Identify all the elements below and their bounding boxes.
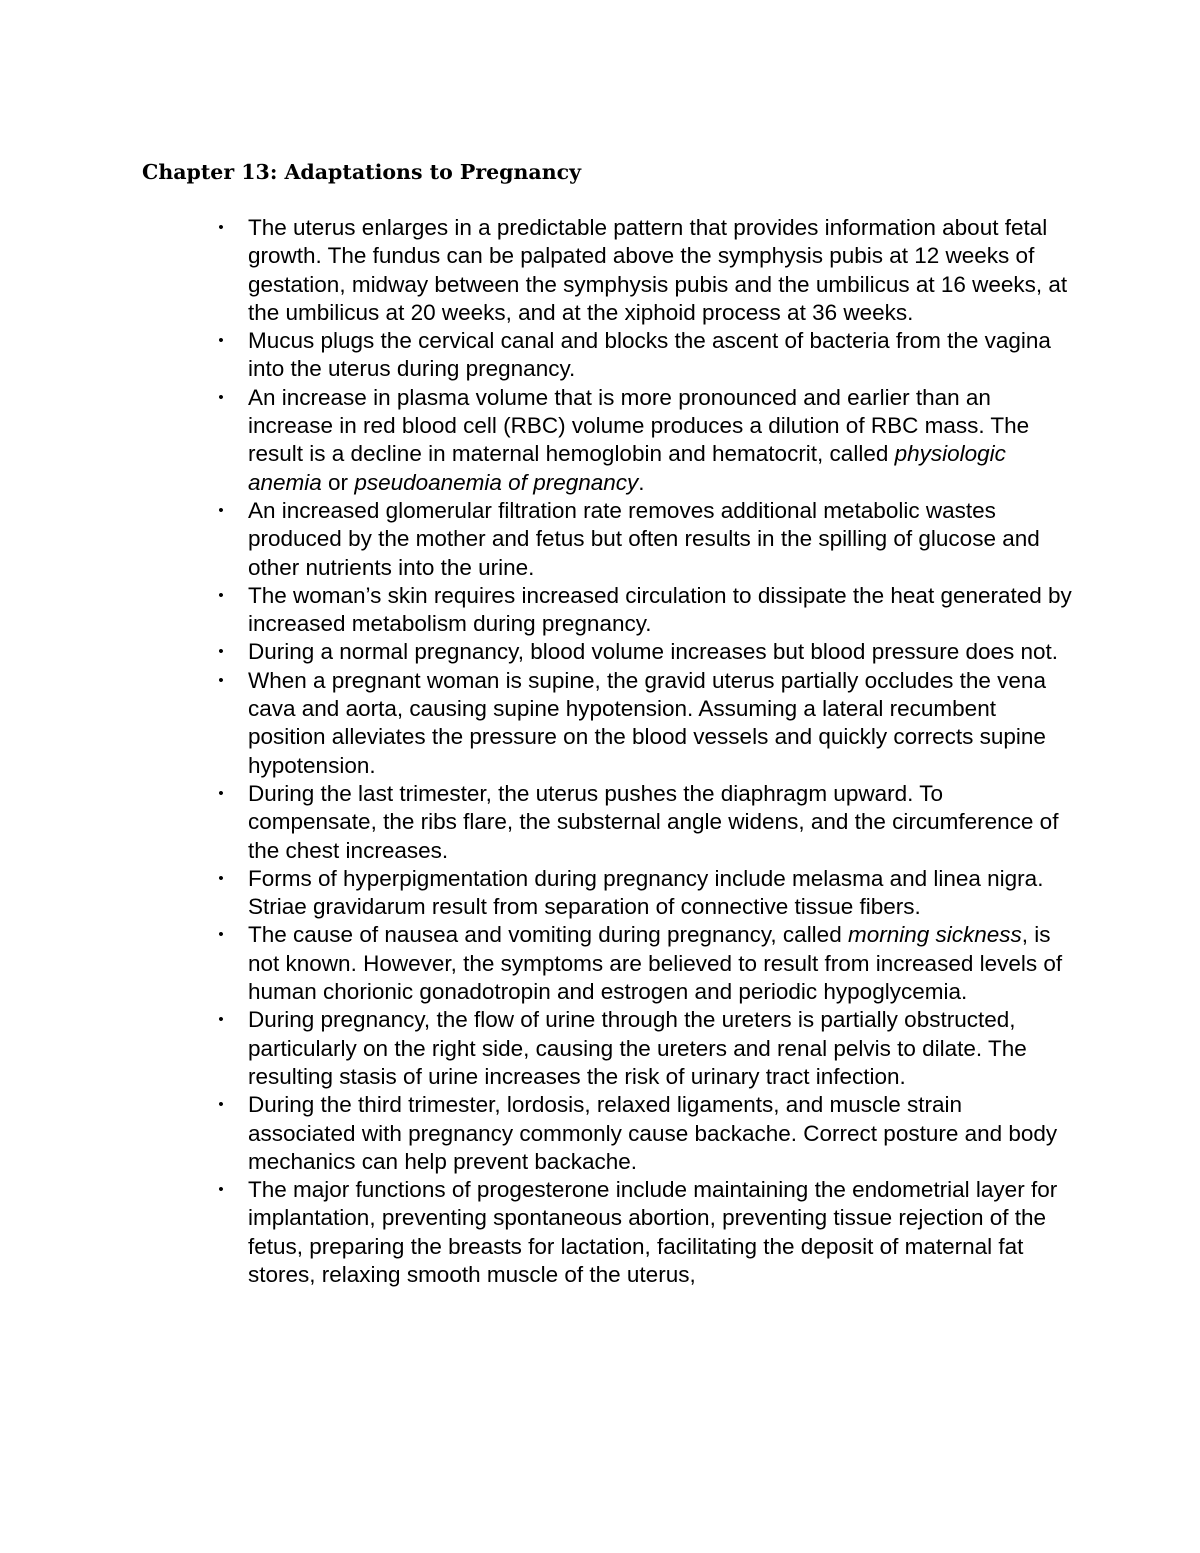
list-item-text [248, 668, 1046, 778]
text-run: The uterus enlarges in a predictable pattern that provides information about fetal growth. The fundus can be palpated above the symphysis pubis at 12 weeks of gestation, midway between the symphysis pubis and the umbilicus at 16 weeks, at the umbilicus at 20 weeks, and at the xiphoid process at 36 weeks. [248, 215, 1068, 325]
italic-term: pseudoanemia of pregnancy [354, 469, 639, 495]
list-item [218, 865, 1073, 922]
list-item [218, 667, 1073, 780]
list-item [218, 780, 1073, 865]
list-item-text [248, 385, 1029, 495]
bullet-icon: • [218, 332, 224, 350]
text-run: or [321, 469, 355, 495]
list-item-text [248, 866, 1043, 919]
list-item [218, 1091, 1073, 1176]
text-run: During a normal pregnancy, blood volume increases but blood pressure does not. [248, 639, 1059, 665]
list-item-text [248, 781, 1058, 863]
bullet-icon: • [218, 926, 224, 944]
bullet-icon: • [218, 671, 224, 689]
bullet-icon: • [218, 1011, 224, 1029]
bullet-icon: • [218, 219, 224, 236]
text-run: Mucus plugs the cervical canal and blocks the ascent of bacteria from the vagina into the uterus during pregnancy. [248, 328, 1051, 382]
list-item-text [248, 215, 1067, 325]
list-item [218, 638, 1073, 666]
list-item-text [248, 328, 1051, 381]
list-item-text [248, 1177, 1057, 1287]
text-run: The woman’s skin requires increased circulation to dissipate the heat generated by increased metabolism during pregnancy. [248, 582, 1072, 637]
list-item [218, 921, 1073, 1006]
italic-term: morning sickness [847, 922, 1022, 948]
italic-term: physiologic anemia [248, 441, 1006, 495]
bullet-list [218, 214, 1073, 1289]
text-run: During the last trimester, the uterus pushes the diaphragm upward. To compensate, the ribs flare, the substernal angle widens, and the circumference of the chest increases. [248, 780, 1059, 863]
list-item [218, 1176, 1073, 1289]
list-item [218, 384, 1073, 497]
list-item [218, 327, 1073, 384]
text-run: , is not known. However, the symptoms are believed to result from increased levels of human chorionic gonadotropin and estrogen and periodic hypoglycemia. [248, 922, 1063, 1005]
list-item [218, 497, 1073, 582]
text-run: During pregnancy, the flow of urine through the ureters is partially obstructed, particularly on the right side, causing the ureters and renal pelvis to dilate. The resulting stasis of urine increases the risk of urinary tract infection. [248, 1007, 1027, 1089]
bullet-icon: • [218, 501, 224, 519]
list-item-text [248, 498, 1040, 580]
chapter-title: Chapter 13: Adaptations to Pregnancy [142, 160, 581, 184]
text-run: An increase in plasma volume that is more pronounced and earlier than an increase in red blood cell (RBC) volume produces a dilution of RBC mass. The result is a decline in maternal hemoglobin and hematocrit, called [248, 384, 1030, 467]
text-run: The major functions of progesterone include maintaining the endometrial layer for implantation, preventing spontaneous abortion, preventing tissue rejection of the fetus, preparing the breasts for lactation, facilitating the deposit of maternal fat stores, relaxing smooth muscle of the uterus, [248, 1177, 1058, 1287]
list-item-text [248, 583, 1072, 636]
bullet-icon: • [218, 784, 224, 802]
bullet-icon: • [218, 388, 224, 406]
list-item-text [248, 639, 1058, 664]
bullet-icon: • [218, 586, 224, 604]
list-item-text [248, 1007, 1027, 1089]
bullet-icon: • [218, 869, 224, 887]
text-run: When a pregnant woman is supine, the gravid uterus partially occludes the vena cava and aorta, causing supine hypotension. Assuming a lateral recumbent position alleviates the pressure on the blood vessels and quickly corrects supine hypotension. [248, 667, 1046, 778]
list-item-text [248, 922, 1062, 1004]
text-run: During the third trimester, lordosis, relaxed ligaments, and muscle strain associated with pregnancy commonly cause backache. Correct posture and body mechanics can help prevent backache. [248, 1092, 1058, 1174]
bullet-icon: • [218, 1096, 224, 1114]
list-item [218, 582, 1073, 639]
text-run: The cause of nausea and vomiting during pregnancy, called [248, 922, 848, 948]
text-run: An increased glomerular filtration rate removes additional metabolic wastes produced by the mother and fetus but often results in the spilling of glucose and other nutrients into the urine. [248, 497, 1040, 580]
list-item-text [248, 1092, 1057, 1174]
bullet-icon: • [218, 1181, 224, 1199]
list-item [218, 214, 1073, 327]
list-item [218, 1006, 1073, 1091]
bullet-icon: • [218, 643, 224, 661]
text-run: . [638, 469, 645, 495]
text-run: Forms of hyperpigmentation during pregnancy include melasma and linea nigra. Striae gravidarum result from separation of connective tissue fibers. [248, 865, 1044, 920]
